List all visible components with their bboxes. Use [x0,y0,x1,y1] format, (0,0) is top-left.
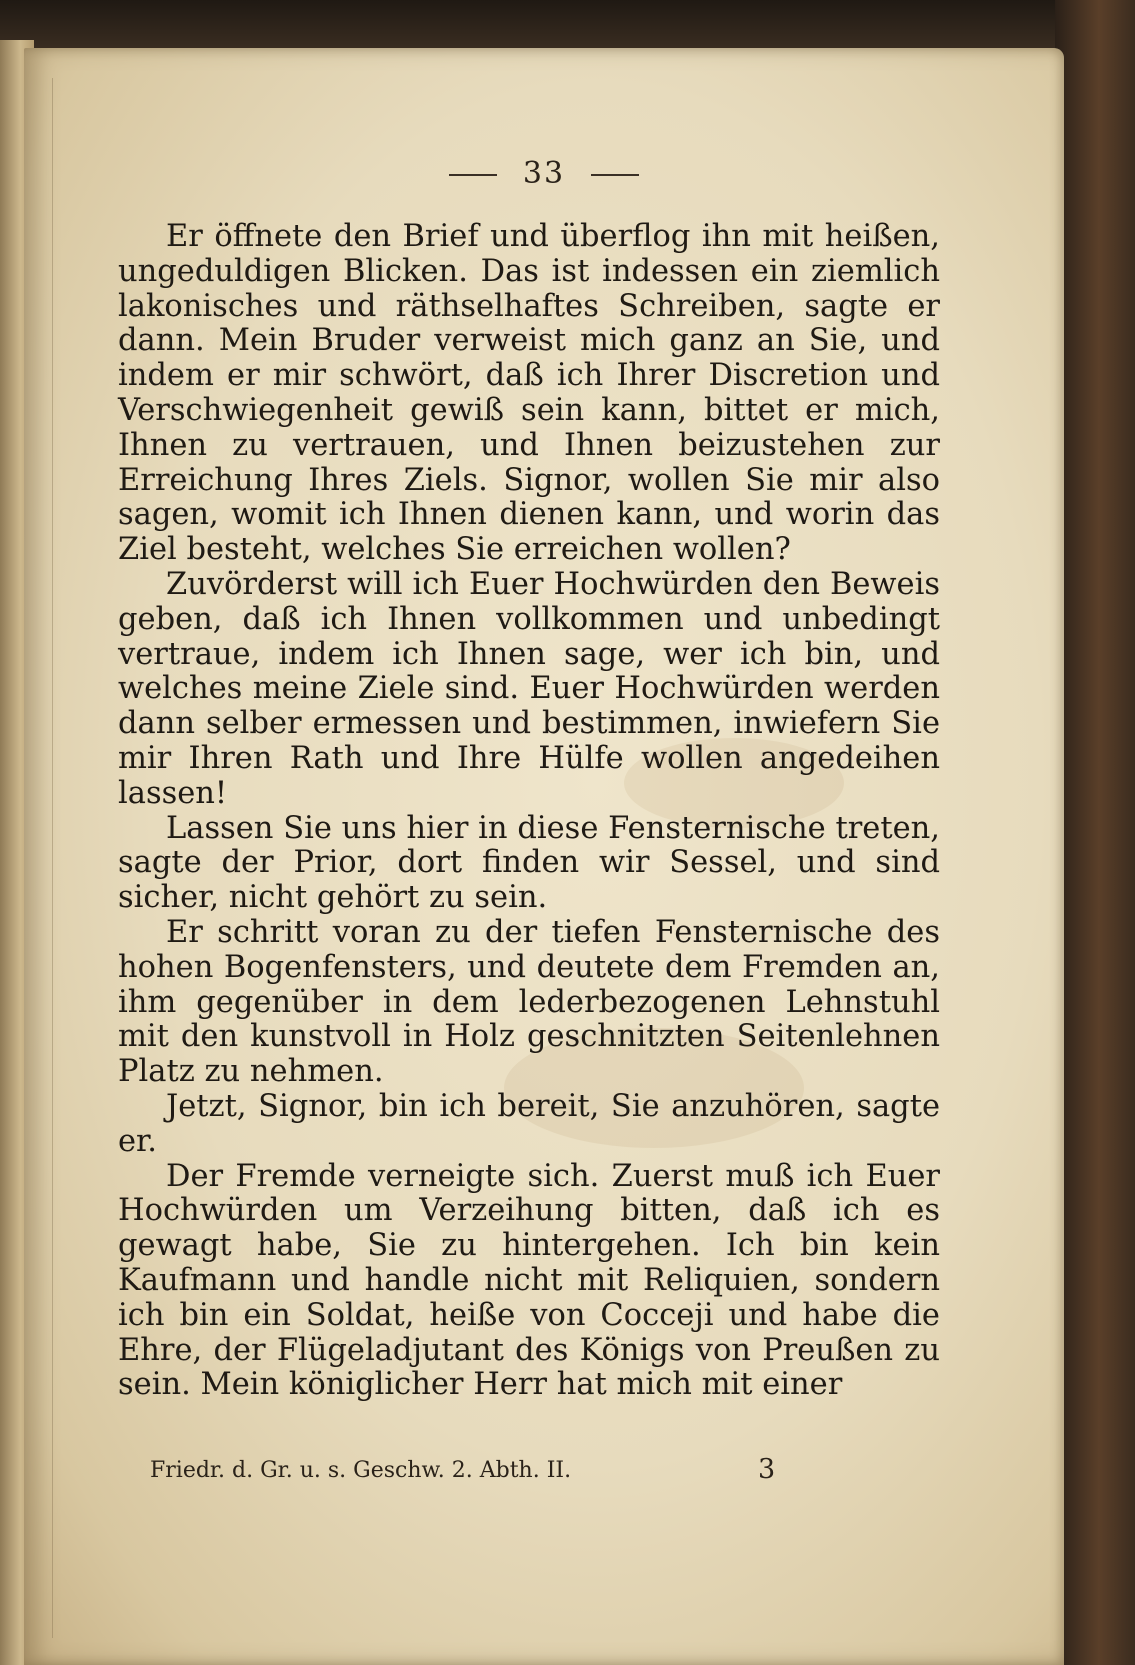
book-page [24,48,1064,1665]
body-text [118,220,940,1403]
paragraph: Er öffnete den Brief und überflog ihn mit heißen, ungeduldigen Blicken. Das ist indessen ein ziemlich lakonisches und räthselhaftes Schreiben, sagte er dann. Mein Bruder verweist mich ganz an Sie, und indem er mir schwört, daß ich Ihrer Discretion und Verschwiegenheit gewiß sein kann, bittet er mich, Ihnen zu vertrauen, und Ihnen beizustehen zur Erreichung Ihres Ziels. Signor, wollen Sie mir also sagen, womit ich Ihnen dienen kann, und worin das Ziel besteht, welches Sie erreichen wollen? [118,219,940,568]
book-cover-right [1055,0,1135,1665]
book-cover-top [0,0,1135,50]
paragraph: Zuvörderst will ich Euer Hochwürden den Beweis geben, daß ich Ihnen vollkommen und unbedingt vertraue, indem ich Ihnen sage, wer ich bin, und welches meine Ziele sind. Euer Hochwürden werden dann selber ermessen und bestimmen, inwiefern Sie mir Ihren Rath und Ihre Hülfe wollen angedeihen lassen! [118,566,940,811]
paragraph: Er schritt voran zu der tiefen Fensternische des hohen Bogenfensters, und deutete dem Fremden an, ihm gegenüber in dem lederbezogenen Lehnstuhl mit den kunstvoll in Holz geschnitzten Seitenlehnen Platz zu nehmen. [118,914,940,1090]
paragraph: Jetzt, Signor, bin ich bereit, Sie anzuhören, sagte er. [118,1088,940,1159]
signature-line: Friedr. d. Gr. u. s. Geschw. 2. Abth. II. [150,1458,572,1483]
page-footer [150,1454,850,1485]
header-dash-left [449,174,497,176]
paragraph: Lassen Sie uns hier in diese Fensternische treten, sagte der Prior, dort finden wir Sessel, und sind sicher, nicht gehört zu sein. [118,810,940,916]
header-dash-right [591,174,639,176]
page-gutter [24,78,53,1638]
paragraph: Der Fremde verneigte sich. Zuerst muß ich Euer Hochwürden um Verzeihung bitten, daß ich es gewagt habe, Sie zu hintergehen. Ich bin kein Kaufmann und handle nicht mit Reliquien, sondern ich bin ein Soldat, heiße von Cocceji und habe die Ehre, der Flügeladjutant des Königs von Preußen zu sein. Mein königlicher Herr hat mich mit einer [118,1158,940,1403]
page-header [24,156,1064,191]
page-number: 33 [522,156,566,191]
sheet-number: 3 [758,1454,776,1485]
